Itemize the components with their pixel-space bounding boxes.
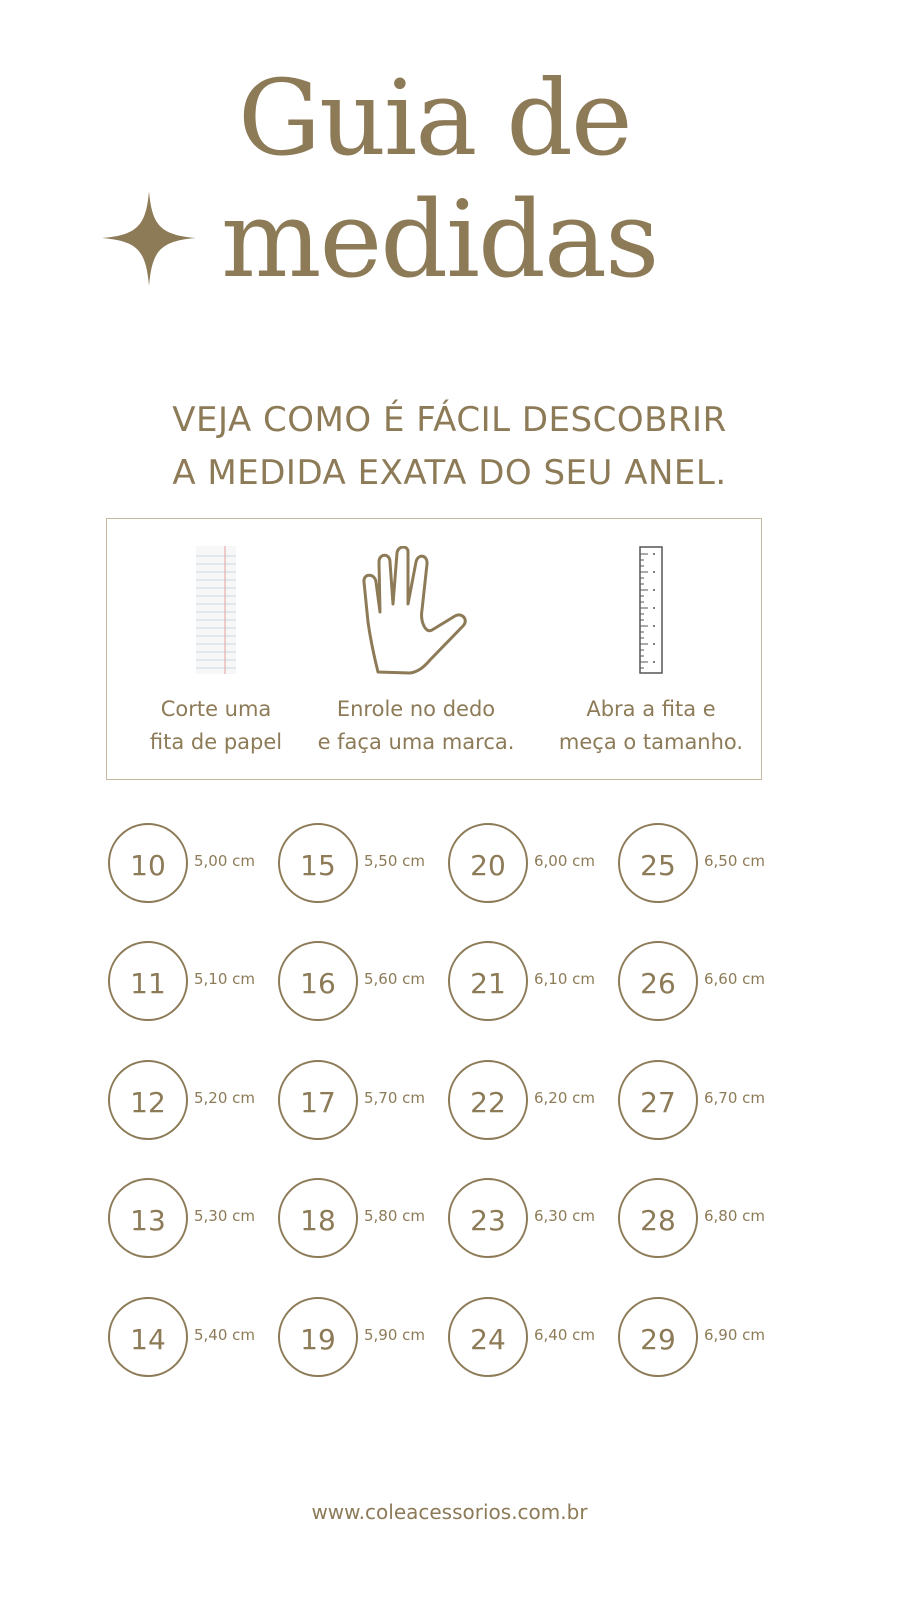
step-text-line: e faça uma marca. bbox=[317, 730, 515, 754]
step-text-line: Abra a fita e bbox=[586, 697, 716, 721]
ring-size-measure: 6,10 cm bbox=[534, 970, 596, 988]
ring-size-item bbox=[278, 941, 448, 1025]
step-text-line: Enrole no dedo bbox=[336, 697, 496, 721]
ring-size-number: 23 bbox=[448, 1178, 528, 1258]
ring-size-number: 13 bbox=[108, 1178, 188, 1258]
ring-size-item bbox=[618, 941, 788, 1025]
ring-size-number: 10 bbox=[108, 823, 188, 903]
ring-size-item bbox=[448, 1178, 618, 1262]
step-text bbox=[307, 693, 525, 759]
ring-size-item bbox=[618, 823, 788, 907]
ring-size-number: 24 bbox=[448, 1297, 528, 1377]
ring-size-item bbox=[108, 1297, 278, 1381]
ring-size-number: 21 bbox=[448, 941, 528, 1021]
ring-size-measure: 6,80 cm bbox=[704, 1207, 766, 1225]
ring-size-measure: 6,60 cm bbox=[704, 970, 766, 988]
ring-size-measure: 5,60 cm bbox=[364, 970, 426, 988]
ring-size-number: 16 bbox=[278, 941, 358, 1021]
ring-size-number: 12 bbox=[108, 1060, 188, 1140]
ring-size-measure: 6,50 cm bbox=[704, 852, 766, 870]
sparkle-icon bbox=[102, 191, 196, 286]
ring-size-measure: 6,70 cm bbox=[704, 1089, 766, 1107]
ring-size-item bbox=[278, 1060, 448, 1144]
step-text-line: meça o tamanho. bbox=[558, 730, 744, 754]
ring-size-number: 29 bbox=[618, 1297, 698, 1377]
ring-size-measure: 5,50 cm bbox=[364, 852, 426, 870]
ring-size-number: 11 bbox=[108, 941, 188, 1021]
ring-size-item bbox=[448, 1060, 618, 1144]
ring-size-measure: 5,40 cm bbox=[194, 1326, 256, 1344]
ring-size-number: 18 bbox=[278, 1178, 358, 1258]
ring-size-item bbox=[278, 823, 448, 907]
ring-size-item bbox=[448, 1297, 618, 1381]
ring-size-measure: 5,70 cm bbox=[364, 1089, 426, 1107]
ring-size-measure: 5,20 cm bbox=[194, 1089, 256, 1107]
ruler-icon bbox=[639, 546, 663, 674]
page-title-line-2: medidas bbox=[221, 178, 658, 301]
ring-size-measure: 6,00 cm bbox=[534, 852, 596, 870]
step-measure bbox=[542, 519, 760, 781]
ring-size-number: 15 bbox=[278, 823, 358, 903]
notebook-paper-icon bbox=[196, 546, 236, 674]
step-text bbox=[107, 693, 325, 759]
ring-size-measure: 5,80 cm bbox=[364, 1207, 426, 1225]
ring-size-measure: 5,00 cm bbox=[194, 852, 256, 870]
step-cut-paper bbox=[107, 519, 325, 781]
instructions-box bbox=[106, 518, 762, 780]
ring-size-item bbox=[618, 1060, 788, 1144]
ring-size-item bbox=[108, 941, 278, 1025]
subtitle-line-1: VEJA COMO É FÁCIL DESCOBRIR bbox=[172, 400, 727, 440]
ring-size-number: 22 bbox=[448, 1060, 528, 1140]
ring-size-measure: 6,30 cm bbox=[534, 1207, 596, 1225]
ring-size-item bbox=[448, 823, 618, 907]
ring-size-number: 27 bbox=[618, 1060, 698, 1140]
ring-size-item bbox=[108, 823, 278, 907]
ring-size-number: 17 bbox=[278, 1060, 358, 1140]
ring-size-item bbox=[448, 941, 618, 1025]
ring-size-measure: 5,90 cm bbox=[364, 1326, 426, 1344]
step-text-line: fita de papel bbox=[149, 730, 283, 754]
ring-size-number: 28 bbox=[618, 1178, 698, 1258]
ring-size-number: 20 bbox=[448, 823, 528, 903]
ring-size-measure: 5,10 cm bbox=[194, 970, 256, 988]
ring-size-measure: 6,40 cm bbox=[534, 1326, 596, 1344]
step-text-line: Corte uma bbox=[160, 697, 272, 721]
ring-size-number: 19 bbox=[278, 1297, 358, 1377]
ring-size-item bbox=[108, 1178, 278, 1262]
ring-size-item bbox=[278, 1178, 448, 1262]
step-wrap-finger bbox=[307, 519, 525, 781]
ring-size-item bbox=[618, 1178, 788, 1262]
ring-size-measure: 5,30 cm bbox=[194, 1207, 256, 1225]
ring-size-measure: 6,90 cm bbox=[704, 1326, 766, 1344]
step-text bbox=[542, 693, 760, 759]
subtitle-line-2: A MEDIDA EXATA DO SEU ANEL. bbox=[172, 453, 727, 493]
website-url: www.coleacessorios.com.br bbox=[311, 1500, 588, 1524]
hand-icon bbox=[362, 546, 470, 676]
ring-size-item bbox=[278, 1297, 448, 1381]
ring-size-measure: 6,20 cm bbox=[534, 1089, 596, 1107]
ring-size-item bbox=[108, 1060, 278, 1144]
ring-size-item bbox=[618, 1297, 788, 1381]
page-title-line-1: Guia de bbox=[238, 57, 631, 179]
ring-size-number: 25 bbox=[618, 823, 698, 903]
ring-size-number: 14 bbox=[108, 1297, 188, 1377]
ring-size-number: 26 bbox=[618, 941, 698, 1021]
